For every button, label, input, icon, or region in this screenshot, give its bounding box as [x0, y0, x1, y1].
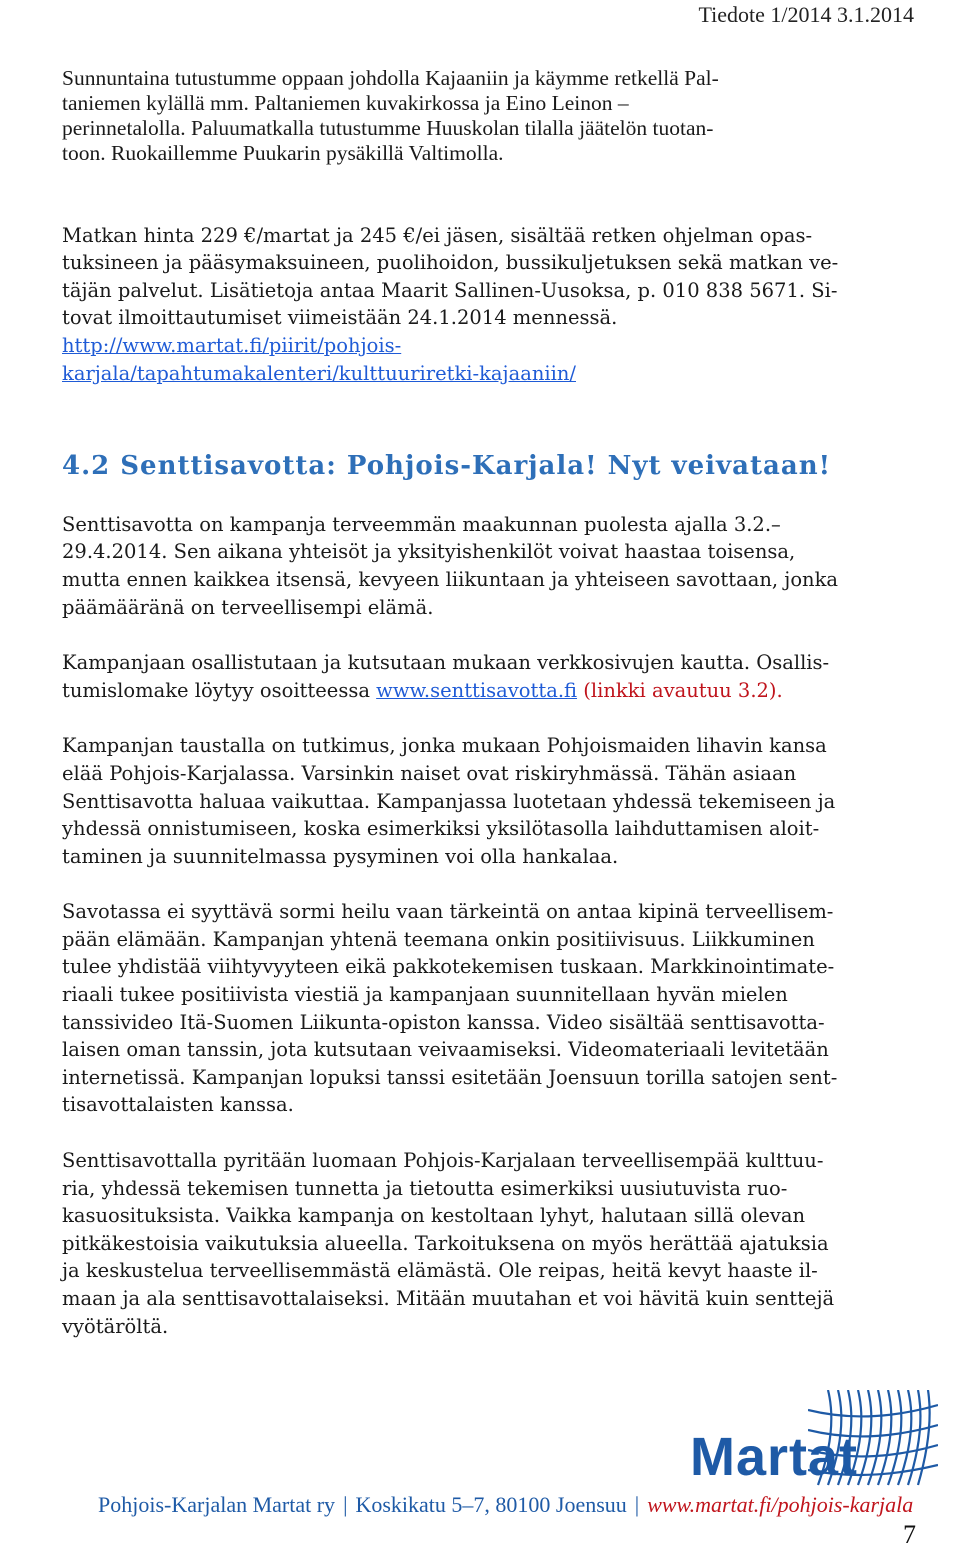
paragraph-campaign-intro: Senttisavotta on kampanja terveemmän maakunnan puolesta ajalla 3.2.– 29.4.2014. Sen aikana yhteisöt ja yksityishenkilöt voivat haastaa toisensa, mutta ennen kaikkea itsensä, kevyeen liikuntaan ja yhteiseen savottaan, jonka päämääränä on terveellisempi elämä. [62, 512, 839, 619]
paragraph-campaign-signup [62, 649, 912, 704]
trip-info-link[interactable]: http://www.martat.fi/piirit/pohjois- karjala/tapahtumakalenteri/kulttuuriretki-kajaaniin/ [62, 333, 576, 385]
paragraph-campaign-positivity: Savotassa ei syyttävä sormi heilu vaan tärkeintä on antaa kipinä terveellisem- pään elämään. Kampanjan yhtenä teemana onkin positiivisuus. Liikkuminen tulee yhdistää viihtyvyyteen eikä pakkotekemisen tuskaan. Markkinointimate- riaali tukee positiivista viestiä ja kampanjaan suunnitellaan hyvän mielen tanssivideo Itä-Suomen Liikunta-opiston kanssa. Video sisältää senttisavotta- laisen oman tanssin, jota kutsutaan veivaamiseksi. Videomateriaali levitetään internetissä. Kampanjan lopuksi tanssi esitetään Joensuun torilla satojen sent- tisavottalaisten kanssa. [62, 900, 838, 1117]
paragraph-campaign-goal: Senttisavottalla pyritään luomaan Pohjois-Karjalaan terveellisempää kulttuu- ria, yhdessä tekemisen tunnetta ja tietoutta esimerkiksi uusiutuvista ruo- kasuosituksista. Vaikka kampanja on kestoltaan lyhyt, halutaan sillä olevan pitkäkestoisia vaikutuksia alueella. Tarkoituksena on myös herättää ajatuksia ja keskustelua terveellisemmästä elämästä. Ole reipas, heitä kevyt haaste il- maan ja ala senttisavottalaiseksi. Mitään muutahan et voi hävitä kuin senttejä vyötäröltä. [62, 1149, 835, 1338]
footer-url[interactable]: www.martat.fi/pohjois-karjala [647, 1492, 914, 1517]
document-body [62, 66, 912, 1368]
trip-price-text: Matkan hinta 229 €/martat ja 245 €/ei jäsen, sisältää retken ohjelman opas- tuksineen ja pääsymaksuineen, puolihoidon, bussikuljetuksen sekä matkan ve- täjän palvelut. Lisätietoja antaa Maarit Sallinen-Uusoksa, p. 010 838 5671. Si- tovat ilmoittautumiset viimeistään 24.1.2014 mennessä. [62, 223, 839, 330]
document-header: Tiedote 1/2014 3.1.2014 [698, 2, 914, 27]
paragraph-trip-price [62, 194, 912, 415]
footer-address: Koskikatu 5–7, 80100 Joensuu [355, 1492, 627, 1517]
martat-logo [690, 1390, 940, 1490]
senttisavotta-link[interactable]: www.senttisavotta.fi [376, 678, 578, 702]
footer-org: Pohjois-Karjalan Martat ry [98, 1492, 336, 1517]
section-heading: 4.2 Senttisavotta: Pohjois-Karjala! Nyt veivataan! [62, 450, 832, 481]
link-note: (linkki avautuu 3.2). [583, 678, 783, 702]
paragraph-trip-program: Sunnuntaina tutustumme oppaan johdolla Kajaaniin ja käymme retkellä Pal- taniemen kylällä mm. Paltaniemen kuvakirkossa ja Eino Leinon – perinnetalolla. Paluumatkalla tutustumme Huuskolan tilalla jäätelön tuotan- toon. Ruokaillemme Puukarin pysäkillä Valtimolla. [62, 66, 719, 165]
footer-contact: Pohjois-Karjalan Martat ry | Koskikatu 5–7, 80100 Joensuu | www.martat.fi/pohjois-karjala [98, 1492, 914, 1517]
logo-wordmark: Martat [690, 1427, 859, 1487]
signup-text: Kampanjaan osallistutaan ja kutsutaan mukaan verkkosivujen kautta. Osallis- tumislomake löytyy osoitteessa [62, 651, 830, 702]
page-number: 7 [903, 1520, 916, 1549]
paragraph-campaign-background: Kampanjan taustalla on tutkimus, jonka mukaan Pohjoismaiden lihavin kansa elää Pohjois-Karjalassa. Varsinkin naiset ovat riskiryhmässä. Tähän asiaan Senttisavotta haluaa vaikuttaa. Kampanjassa luotetaan yhdessä tekemiseen ja yhdessä onnistumiseen, koska esimerkiksi yksilötasolla laihduttamisen aloit- taminen ja suunnitelmassa pysyminen voi olla hankalaa. [62, 734, 836, 868]
